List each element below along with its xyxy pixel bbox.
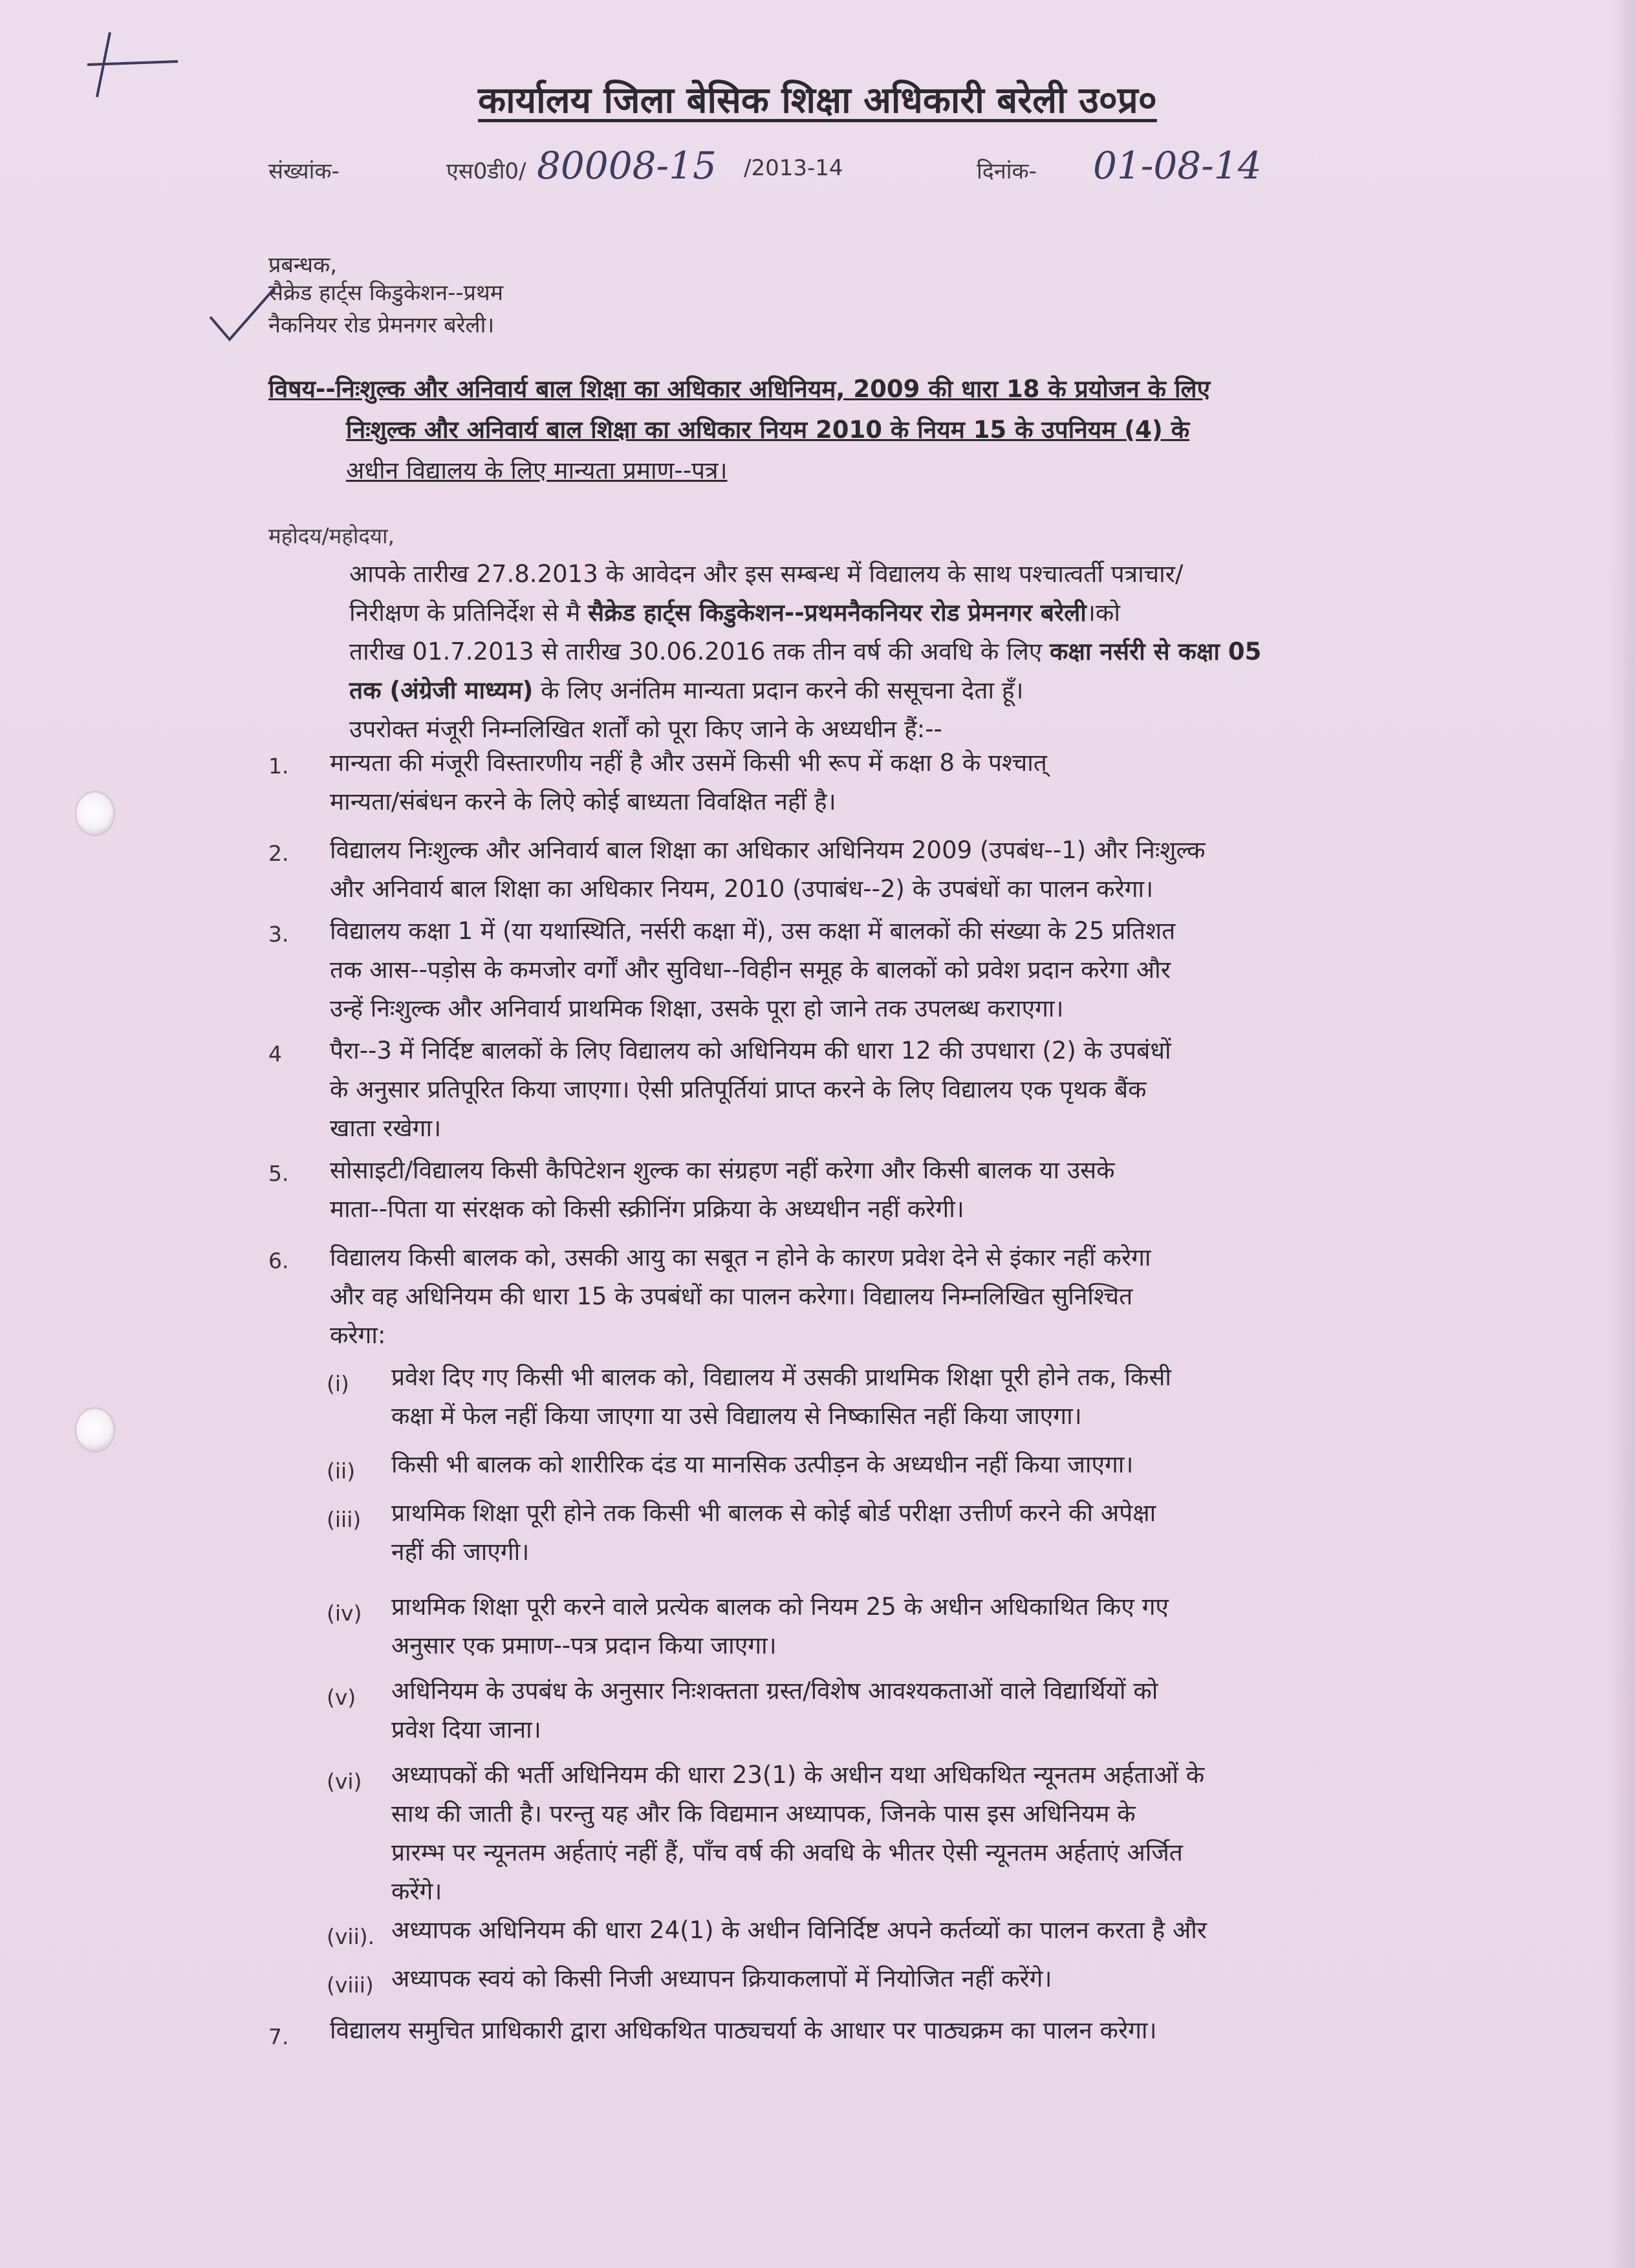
condition-line: के अनुसार प्रतिपूरित किया जाएगा। ऐसी प्रतिपूर्तियां प्राप्त करने के लिए विद्यालय एक पृथक बैंक: [330, 1075, 1147, 1103]
page-edge-shadow: [1609, 0, 1635, 2268]
sub-condition-number: (ii): [327, 1458, 356, 1484]
intro-line-1: आपके तारीख 27.8.2013 के आवेदन और इस सम्बन्ध में विद्यालय के साथ पश्चात्वर्ती पत्राचार/: [349, 560, 1184, 588]
condition-line: विद्यालय किसी बालक को, उसकी आयु का सबूत न होने के कारण प्रवेश देने से इंकार नहीं करेगा: [330, 1244, 1151, 1271]
condition-number: 4: [268, 1041, 282, 1066]
intro-line-4: [349, 671, 1403, 710]
condition-line: और अनिवार्य बाल शिक्षा का अधिकार नियम, 2010 (उपाबंध--2) के उपबंधों का पालन करेगा।: [330, 875, 1154, 903]
date-label: दिनांक-: [977, 158, 1037, 184]
subject-block: [268, 369, 1407, 491]
condition-line: विद्यालय निःशुल्क और अनिवार्य बाल शिक्षा का अधिकार अधिनियम 2009 (उपबंध--1) और निःशुल्क: [330, 836, 1206, 864]
intro-line-3-text: तारीख 01.7.2013 से तारीख 30.06.2016 तक तीन वर्ष की अवधि के लिए: [349, 638, 1050, 665]
sub-condition-line: प्रवेश दिए गए किसी भी बालक को, विद्यालय में उसकी प्राथमिक शिक्षा पूरी होने तक, किसी: [391, 1363, 1171, 1391]
reference-number-suffix: /2013-14: [744, 155, 843, 181]
handwritten-checkmark: [207, 285, 278, 343]
sub-condition-text: [391, 1756, 1407, 1911]
sub-condition-line: अनुसार एक प्रमाण--पत्र प्रदान किया जाएगा।: [391, 1632, 777, 1659]
condition-number: 6.: [268, 1248, 289, 1273]
sub-condition-line: प्रारम्भ पर न्यूनतम अर्हताएं नहीं हैं, पाँच वर्ष की अवधि के भीतर ऐसी न्यूनतम अर्हताएं अर्जित: [391, 1839, 1183, 1866]
intro-line-5: उपरोक्त मंजूरी निम्नलिखित शर्तों को पूरा किए जाने के अध्यधीन हैं:--: [349, 715, 942, 743]
subject-line-1: विषय--निःशुल्क और अनिवार्य बाल शिक्षा का अधिकार अधिनियम, 2009 की धारा 18 के प्रयोजन के लिए: [268, 375, 1211, 403]
subject-line-2: निःशुल्क और अनिवार्य बाल शिक्षा का अधिकार नियम 2010 के नियम 15 के उपनियम (4) के: [346, 416, 1190, 444]
punch-hole: [76, 1409, 114, 1451]
sub-condition-number: (v): [327, 1685, 356, 1710]
sub-condition-line: अध्यापक स्वयं को किसी निजी अध्यापन क्रियाकलापों में नियोजित नहीं करेंगे।: [391, 1965, 1052, 1993]
sub-condition-line: अध्यापक अधिनियम की धारा 24(1) के अधीन विनिर्दिष्ट अपने कर्तव्यों का पालन करता है और: [391, 1916, 1207, 1944]
reference-number-label: संख्यांक-: [268, 158, 340, 184]
sub-condition-line: करेंगे।: [391, 1877, 442, 1905]
intro-line-2-text: निरीक्षण के प्रतिनिर्देश से मै: [349, 599, 589, 627]
condition-number: 1.: [268, 753, 289, 779]
condition-text: [330, 1238, 1403, 1355]
sub-condition-line: प्रवेश दिया जाना।: [391, 1716, 541, 1744]
salutation: महोदय/महोदया,: [268, 523, 395, 548]
condition-line: मान्यता की मंजूरी विस्तारणीय नहीं है और उसमें किसी भी रूप में कक्षा 8 के पश्चात्: [330, 749, 1047, 777]
condition-number: 7.: [268, 2024, 289, 2049]
sub-condition-text: [391, 1358, 1407, 1436]
sub-condition-number: (vi): [327, 1769, 362, 1794]
condition-line: पैरा--3 में निर्दिष्ट बालकों के लिए विद्यालय को अधिनियम की धारा 12 की उपधारा (2) के उपबंधों: [330, 1037, 1171, 1064]
condition-number: 5.: [268, 1161, 289, 1186]
sub-condition-number: (vii).: [327, 1924, 375, 1949]
intro-medium: तक (अंग्रेजी माध्यम): [349, 676, 534, 704]
condition-line: खाता रखेगा।: [330, 1114, 442, 1142]
reference-number-prefix: एस0डी0/: [446, 158, 526, 184]
condition-text: [330, 1031, 1403, 1148]
sub-condition-line: प्राथमिक शिक्षा पूरी करने वाले प्रत्येक बालक को नियम 25 के अधीन अधिकाथित किए गए: [391, 1593, 1169, 1621]
condition-line: माता--पिता या संरक्षक को किसी स्क्रीनिंग प्रक्रिया के अध्यधीन नहीं करेगी।: [330, 1195, 964, 1223]
reference-number-handwritten: 80008-15: [537, 144, 717, 188]
sub-condition-number: (iii): [327, 1507, 362, 1532]
date-handwritten: 01-08-14: [1093, 144, 1262, 188]
condition-number: 2.: [268, 841, 289, 866]
intro-paragraph: [349, 555, 1403, 749]
office-header-title: कार्यालय जिला बेसिक शिक्षा अधिकारी बरेली उ०प्र०: [478, 80, 1157, 122]
addressee-title: प्रबन्धक,: [268, 252, 338, 278]
sub-condition-line: अध्यापकों की भर्ती अधिनियम की धारा 23(1) के अधीन यथा अधिकथित न्यूनतम अर्हताओं के: [391, 1761, 1205, 1789]
condition-line: सोसाइटी/विद्यालय किसी कैपिटेशन शुल्क का संग्रहण नहीं करेगा और किसी बालक या उसके: [330, 1156, 1115, 1184]
intro-line-2-end: ।को: [1086, 599, 1120, 627]
intro-school-name: सैक्रेड हार्ट्स किडुकेशन--प्रथमनैकनियर रोड प्रेमनगर बरेली: [588, 599, 1087, 627]
condition-line: मान्यता/संबंधन करने के लिऐ कोई बाध्यता विवक्षित नहीं है।: [330, 788, 836, 815]
addressee-school: सैक्रेड हार्ट्स किडुकेशन--प्रथम: [268, 280, 504, 306]
condition-text: [330, 744, 1403, 821]
sub-condition-number: (i): [327, 1371, 349, 1396]
intro-class-range: कक्षा नर्सरी से कक्षा 05: [1050, 638, 1262, 665]
sub-condition-line: साथ की जाती है। परन्तु यह और कि विद्यमान अध्यापक, जिनके पास इस अधिनियम के: [391, 1800, 1136, 1828]
sub-condition-line: प्राथमिक शिक्षा पूरी होने तक किसी भी बालक से कोई बोर्ड परीक्षा उत्तीर्ण करने की अपेक्षा: [391, 1499, 1156, 1527]
condition-line: और वह अधिनियम की धारा 15 के उपबंधों का पालन करेगा। विद्यालय निम्नलिखित सुनिश्चित: [330, 1282, 1133, 1310]
sub-condition-text: [391, 1588, 1407, 1665]
condition-text: [330, 831, 1403, 909]
intro-line-2: [349, 594, 1403, 632]
sub-condition-line: कक्षा में फेल नहीं किया जाएगा या उसे विद्यालय से निष्कासित नहीं किया जाएगा।: [391, 1402, 1082, 1430]
subject-line-3: अधीन विद्यालय के लिए मान्यता प्रमाण--पत्र।: [346, 457, 728, 484]
condition-line: विद्यालय कक्षा 1 में (या यथास्थिति, नर्सरी कक्षा में), उस कक्षा में बालकों की संख्या के 25 प्रतिशत: [330, 917, 1176, 945]
sub-condition-text: [391, 1672, 1407, 1749]
condition-text: [330, 912, 1403, 1028]
condition-line: तक आस--पड़ोस के कमजोर वर्गों और सुविधा--विहीन समूह के बालकों को प्रवेश प्रदान करेगा और: [330, 956, 1171, 984]
condition-number: 3.: [268, 922, 289, 947]
condition-line: उन्हें निःशुल्क और अनिवार्य प्राथमिक शिक्षा, उसके पूरा हो जाने तक उपलब्ध कराएगा।: [330, 995, 1064, 1022]
intro-line-4-text: के लिए अनंतिम मान्यता प्रदान करने की ससूचना देता हूँ।: [533, 676, 1024, 704]
sub-condition-number: (viii): [327, 1972, 374, 1998]
punch-hole: [76, 792, 114, 835]
sub-condition-line: अधिनियम के उपबंध के अनुसार निःशक्तता ग्रस्त/विशेष आवश्यकताओं वाले विद्यार्थियों को: [391, 1677, 1158, 1705]
sub-condition-text: [391, 1960, 1407, 1998]
condition-line: करेगा:: [330, 1321, 386, 1349]
addressee-location: नैकनियर रोड प्रेमनगर बरेली।: [268, 312, 495, 338]
sub-condition-number: (iv): [327, 1601, 362, 1626]
sub-condition-line: किसी भी बालक को शारीरिक दंड या मानसिक उत्पीड़न के अध्यधीन नहीं किया जाएगा।: [391, 1451, 1134, 1478]
sub-condition-text: [391, 1445, 1407, 1484]
condition-text: [330, 1151, 1403, 1229]
intro-line-3: [349, 632, 1403, 671]
sub-condition-line: नहीं की जाएगी।: [391, 1538, 530, 1566]
sub-condition-text: [391, 1911, 1407, 1950]
condition-7-text: विद्यालय समुचित प्राधिकारी द्वारा अधिकथित पाठ्यचर्या के आधार पर पाठ्यक्रम का पालन करेगा।: [330, 2016, 1157, 2044]
sub-condition-text: [391, 1494, 1407, 1571]
